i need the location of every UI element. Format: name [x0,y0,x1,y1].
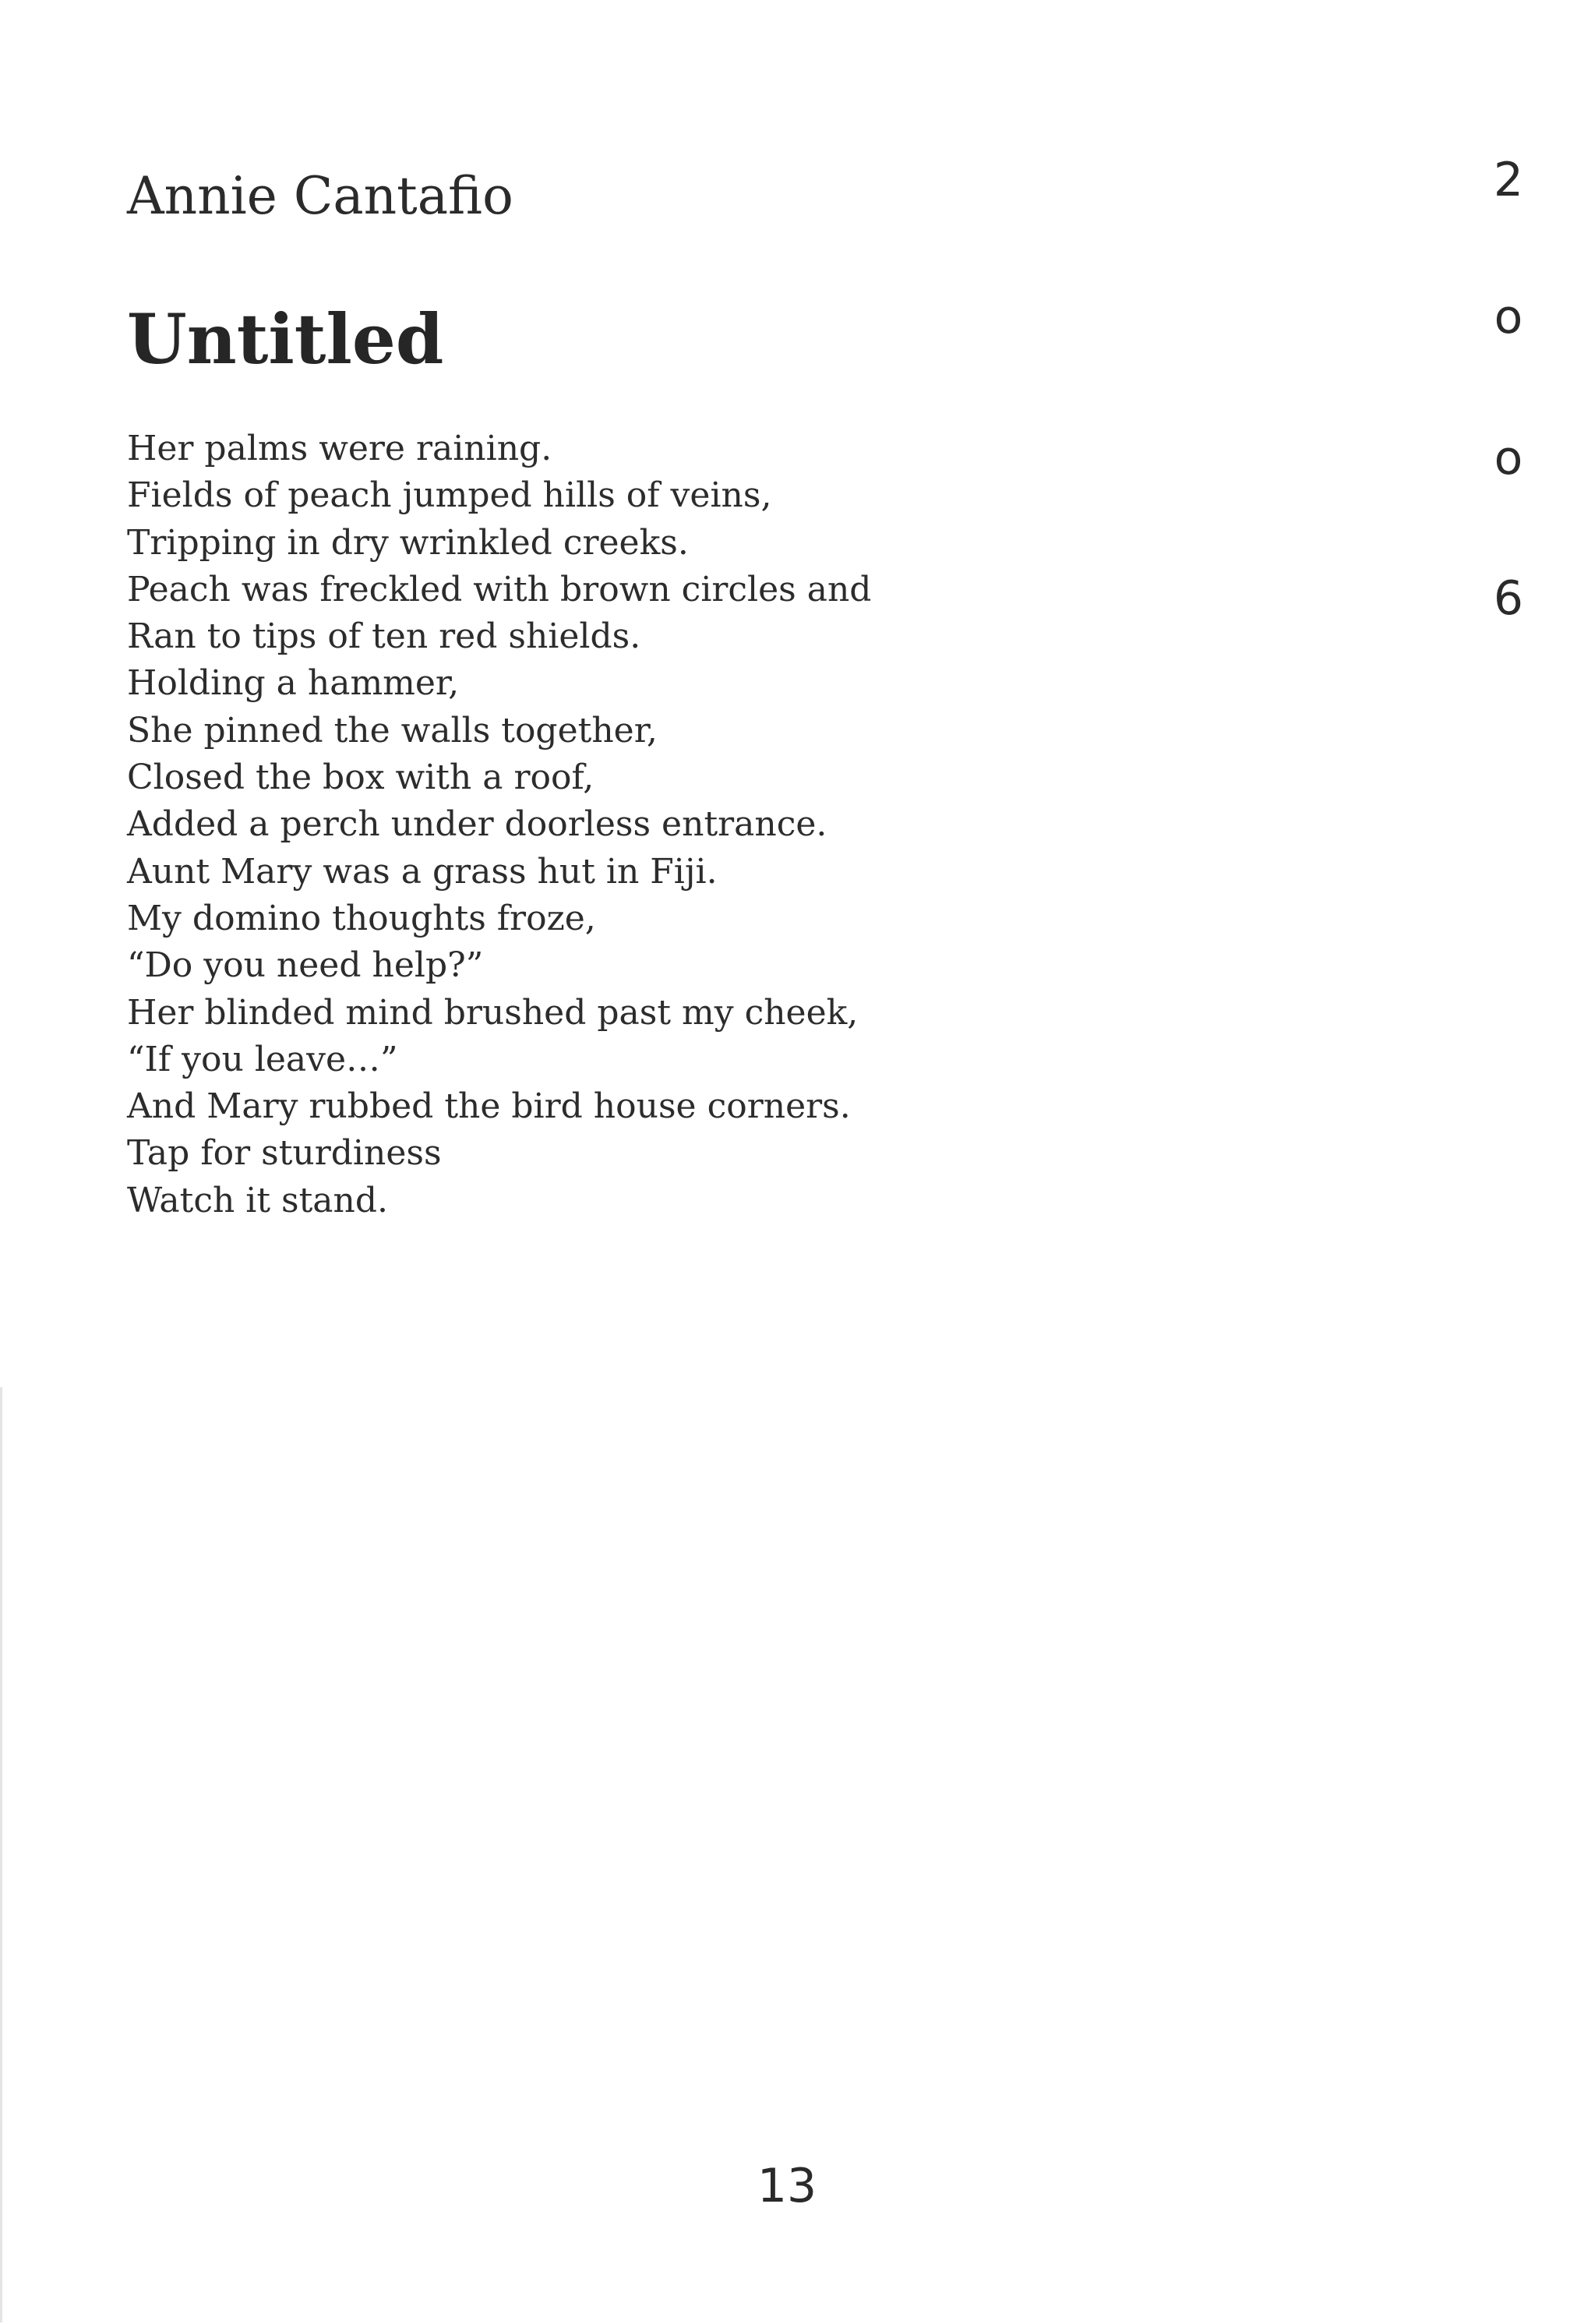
poem-line: Holding a hammer, [127,663,460,704]
year-digit: 6 [1493,571,1524,626]
poem-line: “Do you need help?” [127,945,484,986]
poem-line: My domino thoughts froze, [127,898,596,938]
poem-line: Closed the box with a roof, [127,758,594,798]
poem-line: Tap for sturdiness [127,1133,442,1174]
poem-line: Aunt Mary was a grass hut in Fiji. [127,851,718,892]
poem-line: Her blinded mind brushed past my cheek, [127,992,859,1033]
poem-line: Fields of peach jumped hills of veins, [127,475,772,516]
poem-line: Peach was freckled with brown circles and [127,569,872,609]
poem-line: Watch it stand. [127,1180,389,1220]
binding-edge [0,1387,2,2322]
poem-line: Ran to tips of ten red shields. [127,616,641,657]
page-number: 13 [757,2159,817,2213]
year-digit: 2 [1493,153,1524,207]
poem-line: And Mary rubbed the bird house corners. [127,1086,851,1127]
poem-title: Untitled [127,298,444,380]
poem-line: Her palms were raining. [127,429,552,468]
year-digit: o [1494,431,1523,486]
author-name: Annie Cantafio [127,166,513,226]
poem-line: She pinned the walls together, [127,710,658,751]
poem-body [127,426,1140,1224]
year-digit: o [1494,290,1523,344]
poem-line: Tripping in dry wrinkled creeks. [127,522,689,563]
poem-line: “If you leave…” [127,1039,398,1079]
poem-line: Added a perch under doorless entrance. [127,804,827,845]
